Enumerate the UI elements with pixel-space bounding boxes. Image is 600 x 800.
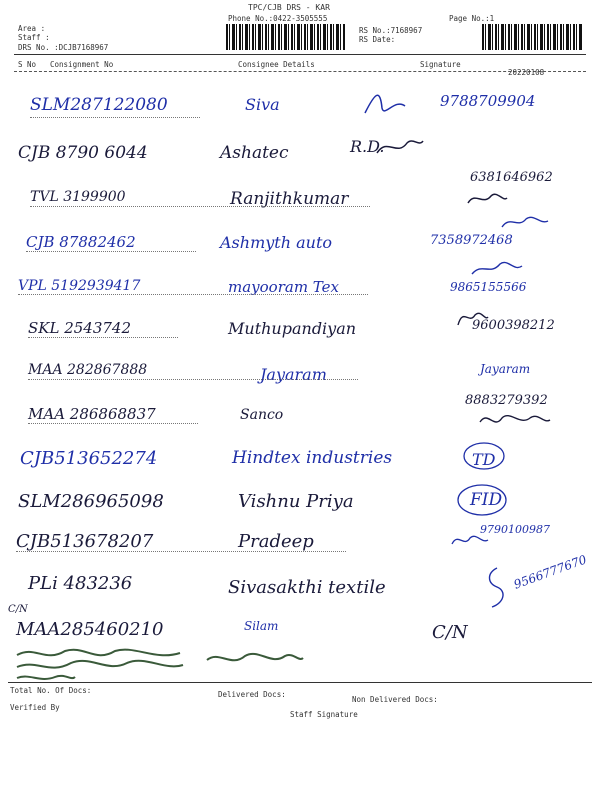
consignment-number: CJB 87882462 xyxy=(26,233,136,251)
header-title: TPC/CJB DRS - KAR xyxy=(248,3,330,12)
consignment-number: CJB 8790 6044 xyxy=(18,143,148,163)
row-underline xyxy=(28,379,358,380)
delivered-docs-label: Delivered Docs: xyxy=(218,690,286,699)
row-note: C/N xyxy=(432,622,468,643)
signature-icon xyxy=(455,482,510,518)
signature-icon xyxy=(482,565,512,610)
rs-number: RS No.:7168967 xyxy=(359,26,423,35)
verified-by-label: Verified By xyxy=(10,703,60,712)
date-stamp: 20220108 xyxy=(508,68,545,77)
non-delivered-docs-label: Non Delivered Docs: xyxy=(352,695,438,704)
signature-icon xyxy=(470,258,525,280)
consignment-number: PLi 483236 xyxy=(28,573,133,594)
staff-signature-label: Staff Signature xyxy=(290,710,358,719)
row-underline xyxy=(16,551,346,552)
row-note: 6381646962 xyxy=(470,170,553,185)
consignee-name: Ashmyth auto xyxy=(220,233,333,252)
col-consignment: Consignment No xyxy=(50,60,114,69)
consignee-name: mayooram Tex xyxy=(228,278,339,296)
consignee-name: Sanco xyxy=(240,407,284,423)
consignee-name: Silam xyxy=(244,619,279,633)
signature-icon xyxy=(360,88,410,120)
consignment-number: SLM287122080 xyxy=(30,95,168,115)
row-note: 9788709904 xyxy=(440,92,536,110)
row-note: R.D. xyxy=(350,137,385,156)
rs-date: RS Date: xyxy=(359,35,396,44)
total-docs-label: Total No. Of Docs: xyxy=(10,686,92,695)
footer-divider xyxy=(8,682,592,683)
row-note: FID xyxy=(470,490,503,510)
signature-icon xyxy=(455,305,490,330)
barcode-icon xyxy=(226,24,346,50)
consignee-name: Muthupandiyan xyxy=(228,319,357,338)
consignee-name: Vishnu Priya xyxy=(238,491,354,512)
consignee-name: Siva xyxy=(245,95,280,114)
consignee-name: Ashatec xyxy=(220,143,289,163)
scribble-icon xyxy=(205,648,305,670)
row-underline xyxy=(28,337,178,338)
consignment-number: CJB513652274 xyxy=(20,448,158,469)
consignment-number: VPL 5192939417 xyxy=(18,278,141,294)
row-note: 9566777670 xyxy=(511,552,589,592)
row-underline xyxy=(28,423,198,424)
consignment-number: SKL 2543742 xyxy=(28,319,132,337)
consignment-number: CJB513678207 xyxy=(16,531,154,552)
consignee-name: Pradeep xyxy=(238,531,314,552)
consignment-number: SLM286965098 xyxy=(18,491,164,512)
page-number: Page No.:1 xyxy=(449,14,495,23)
consignee-name: Sivasakthi textile xyxy=(228,577,386,598)
header-divider xyxy=(14,54,586,55)
signature-icon xyxy=(450,530,490,552)
drs-number: DRS No. :DCJB7168967 xyxy=(18,43,109,52)
col-signature: Signature xyxy=(420,60,461,69)
signature-icon xyxy=(375,135,425,160)
row-note: Jayaram xyxy=(480,362,531,376)
row-note: 8883279392 xyxy=(465,393,548,408)
signature-icon xyxy=(478,410,553,432)
row-note: 7358972468 xyxy=(430,233,513,248)
barcode-icon xyxy=(482,24,582,50)
consignment-number: MAA 286868837 xyxy=(28,405,156,423)
header-phone: Phone No.:0422-3505555 xyxy=(228,14,328,23)
row-note: 9790100987 xyxy=(480,523,550,536)
consignment-number: MAA 282867888 xyxy=(28,362,148,378)
consignment-number: MAA285460210 xyxy=(16,619,164,640)
consignee-name: Ranjithkumar xyxy=(230,189,349,209)
row-underline xyxy=(30,117,200,118)
row-note: 9600398212 xyxy=(472,318,555,333)
margin-note: C/N xyxy=(8,604,28,615)
signature-icon xyxy=(462,440,507,472)
column-divider xyxy=(14,71,586,72)
row-underline xyxy=(18,294,368,295)
col-sno: S No xyxy=(18,60,37,69)
consignee-name: Hindtex industries xyxy=(232,448,393,468)
staff-label: Staff : xyxy=(18,33,50,42)
consignee-name: Jayaram xyxy=(260,365,327,384)
signature-icon xyxy=(500,213,550,233)
consignment-number: TVL 3199900 xyxy=(30,189,126,205)
scribble-icon xyxy=(15,645,185,685)
row-note: TD xyxy=(472,450,496,469)
row-underline xyxy=(26,251,196,252)
signature-icon xyxy=(465,188,510,210)
area-label: Area : xyxy=(18,24,46,33)
col-consignee: Consignee Details xyxy=(238,60,315,69)
row-note: 9865155566 xyxy=(450,280,527,294)
row-underline xyxy=(30,206,370,207)
